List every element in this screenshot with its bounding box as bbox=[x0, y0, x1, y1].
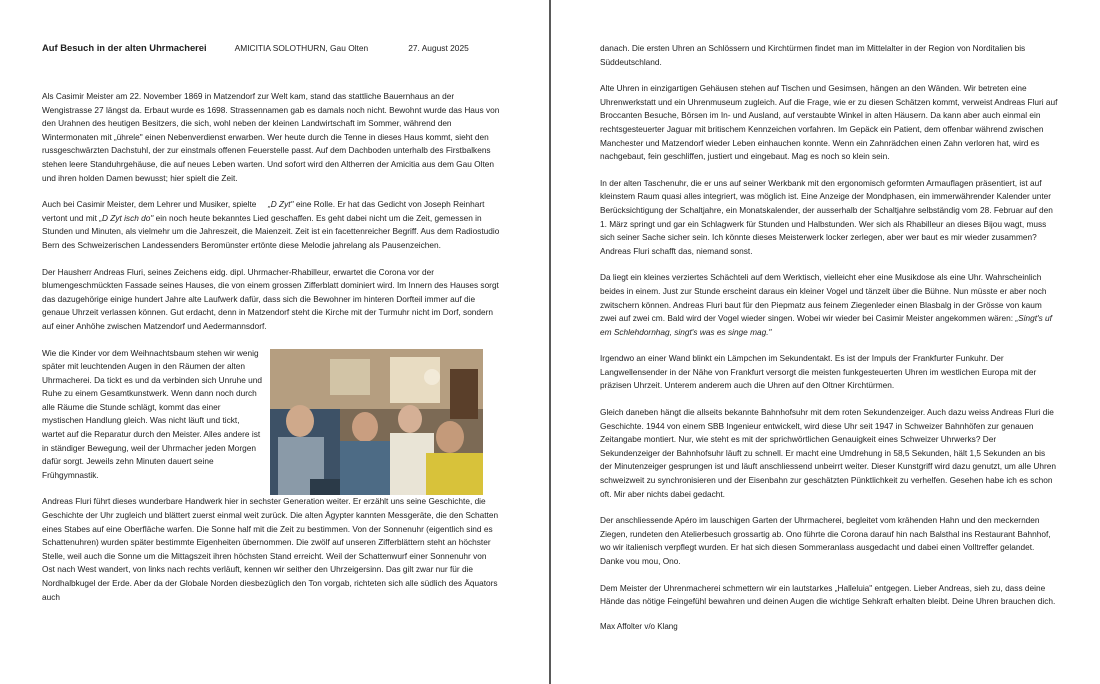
paragraph: Gleich daneben hängt die allseits bekannte Bahnhofsuhr mit dem roten Sekundenzeiger. Auch dazu weiss Andreas Fluri die Geschichte. 1944 von einem SBB Ingenieur entwickelt, wird diese Uhr seit 1947 in Schweizer Bahnhöfen zur genauen Zeitangabe montiert. Nur, wie steht es mit der sprichwörtlichen Genauigkeit eines Schweizer Uhrwerks? Der Sekundenzeiger der Bahnhofsuhr läuft zu schnell. Er macht eine Umdrehung in 58,5 Sekunden, hält 1,5 Sekunden an bis der Minutenzeiger gesprungen ist und läuft anschliessend unbeirrt weiter. Dieser Kunstgriff wird dazu genutzt, um alle Uhren schweizweit zu synchronisieren und der Eisenbahn zur geschätzten Pünktlichkeit zu verhelfen. Gesehen habe ich es schon oft. Mir aber nichts dabei gedacht. bbox=[600, 407, 1056, 499]
paragraph bbox=[42, 198, 501, 252]
paragraph-text: Da liegt ein kleines verziertes Schächteli auf dem Werktisch, vielleicht eher eine Musikdose als eine Uhr. Wahrscheinlich beides in einem. Just zur Stunde erscheint daraus ein kleiner Vogel und tänzelt über die Bühne. Nun müsste er aber noch zwitschern können. Andreas Fluri baut für den Piepmatz aus feinem Ziegenleder einen Blasbalg in der Grösse von kaum zwei auf zwei cm. Bald wird der Vogel wieder singen. Wobei wir wieder bei Casimir Meister angekommen wären: bbox=[600, 272, 1047, 324]
paragraph: danach. Die ersten Uhren an Schlössern und Kirchtürmen findet man im Mittelalter in der Region von Norditalien bis Süddeutschland. bbox=[600, 43, 1026, 67]
text-with-photo bbox=[42, 347, 501, 496]
paragraph: Dem Meister der Uhrenmacherei schmettern wir ein lautstarkes „Halleluia" entgegen. Lieber Andreas, sieh zu, dass deine Hände das nötige Feingefühl bewahren und deinen Augen die wichtige Sehkraft erhalten bleibt. Deine Uhren brauchen dich. bbox=[600, 582, 1056, 607]
paragraph: Wie die Kinder vor dem Weihnachtsbaum stehen wir wenig später mit leuchtenden Augen in den Räumen der alten Uhrmacherei. Da tickt es und da verbinden sich Unruhe und Ruhe zu einem Gesamtkunstwerk. Wenn dann noch durch alle Räume die Stunde schlägt, kommt das einer mystischen Handlung gleich. Was nicht läuft und tickt, wartet auf die Reparatur durch den Meister. Alles andere ist in ständiger Bewegung, weil der Uhrmacher jeden Morgen dafür sorgt. Jeweils zehn Minuten dauert seine Frühgymnastik. bbox=[42, 347, 262, 480]
paragraph: Der anschliessende Apéro im lauschigen Garten der Uhrmacherei, begleitet vom krähenden Hahn und den meckernden Ziegen, rundeten den Atelierbesuch grossartig ab. Ono führte die Corona darauf hin nach Balsthal ins Restaurant Bahnhof, wo wir italienisch verpflegt wurden. Er hat sich diesen Sommeranlass ausgedacht und dabei einen Volltreffer gelandet. Danke vou mou, Ono. bbox=[600, 515, 1051, 566]
paragraph-text: ein noch heute bekanntes Lied geschaffen. Es geht dabei nicht um die Zeit, gemessen in Stunden und Minuten, als vielmehr um die Jahreszeit, die Maienzeit. Zeit ist ein facettenreicher Begriff. Aus dem Radiostudio Bern des Schweizerischen Landessenders Beromünster ertönte diese Melodie jahrelang als Pausenzeichen. bbox=[42, 212, 500, 250]
paragraph: Andreas Fluri führt dieses wunderbare Handwerk hier in sechster Generation weiter. Er erzählt uns seine Geschichte, die Geschichte der Uhr zugleich und blättert zuerst einmal weit zurück. Die alten Ägypter kannten Messgeräte, die den Schatten eines Stabes auf eine Oberfläche warfen. Die Sonne half mit die Zeit zu bestimmen. Von der Sonnenuhr (eigentlich sind es Schattenuhren) wurden später bestimmte Eigenheiten übernommen. Die zwölf auf unseren Zifferblättern steht an höchster Stelle, weil auch die Sonne um die Mittagszeit ihren höchsten Stand erreicht. Weil der Schattenwurf einer Sonnenuhr von Ost nach West wandert, von links nach rechts verläuft, kennen wir seither den Uhrzeigersinn. Das gilt zwar nur für die Nordhalbkugel der Erde. Aber da der Globale Norden diesbezüglich den Ton vorgab, richteten sich alle südlich des Äquators auch bbox=[42, 496, 499, 602]
paragraph: Irgendwo an einer Wand blinkt ein Lämpchen im Sekundentakt. Es ist der Impuls der Frankfurter Funkuhr. Der Langwellensender in der Nähe von Frankfurt versorgt die meisten funkgesteuerten Uhren im westlichen Europa mit der präzisen Uhrzeit. Unterem anderem auch die Uhren auf den Oltner Kirchtürmen. bbox=[600, 353, 1037, 391]
paragraph: Alte Uhren in einzigartigen Gehäusen stehen auf Tischen und Gesimsen, hängen an den Wänden. Wir betreten eine Uhrenwerkstatt und ein Uhrenmuseum zugleich. Auf die Frage, wie er zu diesen Schätzen kommt, verweist Andreas Fluri auf Broccanten Besuche, Börsen im In- und Ausland, auf verstaubte Winkel in alten Häusern. Da kann aber auch einmal ein rechtsgesteuerter Jaguar mit britischem Kennzeichen vorfahren. Im Gepäck ein Patient, dem offenbar während zwischen Manchester und Matzendorf wieder Leben einhauchen konnte. Wenn ein Zahnrädchen einen Zahn verloren hat, wird es nachgebaut, fein geschliffen, justiert und eingebaut. Mag es noch so klein sein. bbox=[600, 83, 1058, 162]
article-title: Auf Besuch in der alten Uhrmacherei bbox=[42, 42, 207, 53]
organization-label: AMICITIA SOLOTHURN, Gau Olten bbox=[234, 43, 369, 53]
article-date: 27. August 2025 bbox=[408, 43, 469, 53]
paragraph: In der alten Taschenuhr, die er uns auf seiner Werkbank mit den ergonomisch geformten Armauflagen präsentiert, ist auf kleinstem Raum quasi alles integriert, was möglich ist. Eine Anzeige der Mondphasen, ein immerwährender Kalender unter Berücksichtigung der Schaltjahre, ein Monatskalender, der ausserhalb der Schaltjahre selbständig vom 28. Februar auf den 1. März springt und gar ein Schlagwerk für Stunden und Halbstunden. Wer sich als Rhabilleur an dieses Bijou wagt, muss sich seiner Sache sicher sein. Ich könnte dieses Meisterwerk locker zerlegen, aber wer baut es mir wieder zusammen? Andreas Fluri schafft das, niemand sonst. bbox=[600, 177, 1053, 256]
paragraph-text: eine Rolle. Er hat das Gedicht von Joseph Reinhart vertont und mit bbox=[42, 199, 485, 223]
article-header bbox=[42, 42, 522, 53]
left-column-body bbox=[42, 90, 501, 617]
paragraph: Als Casimir Meister am 22. November 1869 in Matzendorf zur Welt kam, stand das stattliche Bauernhaus an der Wengistrasse 27 längst da. Erbaut wurde es 1698. Strassennamen gab es damals noch nicht. Bewohnt wurde das Haus von den Urahnen des heutigen Besitzers, die sich, wohl neben der kleinen Landwirtschaft im Sommer, während den Wintermonaten mit „ührele" einen Nebenverdienst erwarben. Wer heute durch die Tenne in dieses Haus kommt, sieht den russgeschwärzten Dachstuhl, der zur einstmals offenen Feuerstelle passt. Auf dem Dachboden unterhalb des Firstbalkens stehen leere Standuhrgehäuse, die auf neues Leben warten. Und sofort wird den Altherren der Amicitia aus dem Gau Olten und ihren holden Damen bewusst; hier spielt die Zeit. bbox=[42, 91, 500, 183]
quote-title: „D Zyt" bbox=[267, 199, 294, 210]
paragraph-text: Auch bei Casimir Meister, dem Lehrer und Musiker, spielte bbox=[42, 199, 257, 210]
song-quote: „Singt's uf em Schlehdornhag, singt's was es singe mag." bbox=[600, 313, 1052, 337]
paragraph bbox=[600, 271, 1058, 339]
photo-image bbox=[270, 349, 483, 496]
quote-title: „D Zyt isch do" bbox=[99, 212, 154, 223]
group-photo bbox=[270, 349, 483, 496]
author-signature: Max Affolter v/o Klang bbox=[600, 621, 678, 631]
right-column-body bbox=[600, 42, 1058, 646]
paragraph: Der Hausherr Andreas Fluri, seines Zeichens eidg. dipl. Uhrmacher-Rhabilleur, erwartet die Corona vor der blumengeschmückten Fassade seines Hauses, die von einem grossen Zifferblatt dominiert wird. Im Innern des Hauses sorgt das dazugehörige einige hundert Jahre alte Laufwerk dafür, dass sich die Bewohner im hinteren Dorfteil immer auf die genaue Uhrzeit verlassen können. Gut erdacht, denn in Matzendorf steht die Kirche mit der Turmuhr nicht im Dorf, sondern auf einer Anhöhe zwischen Matzendorf und Aedermannsdorf. bbox=[42, 266, 499, 331]
right-page bbox=[551, 0, 1100, 684]
left-page bbox=[0, 0, 549, 684]
